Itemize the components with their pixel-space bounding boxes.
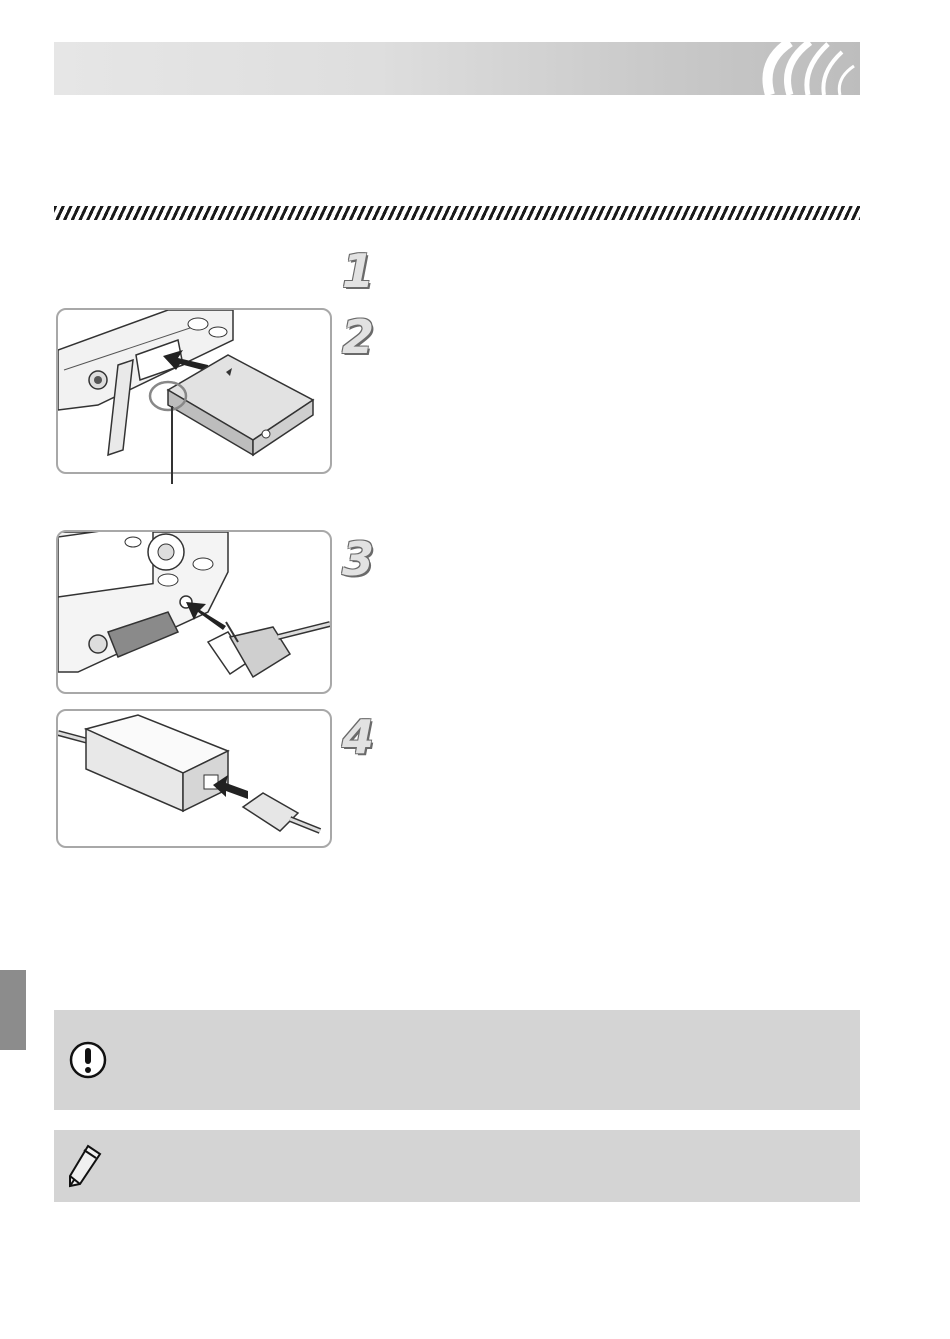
illustration-camera-cable [56,530,332,694]
pencil-icon [68,1144,104,1188]
illustration-dc-coupler-insert [56,308,332,474]
chapter-side-tab [0,970,26,1050]
concentric-arcs-decoration [750,42,860,95]
exclamation-circle-icon [68,1040,108,1080]
step-number-4: 4 [342,710,375,764]
callout-leader-line [171,406,173,484]
chapter-title-bar [54,42,860,95]
section-divider [54,206,860,220]
dc-coupler-drawing [58,310,330,472]
step-number-2: 2 [342,310,375,364]
ac-adapter-drawing [58,711,330,846]
camera-cable-drawing [58,532,330,692]
step-number-1: 1 [342,244,375,298]
note-box [54,1130,860,1202]
caution-box [54,1010,860,1110]
illustration-ac-adapter [56,709,332,848]
step-number-3: 3 [342,532,375,586]
